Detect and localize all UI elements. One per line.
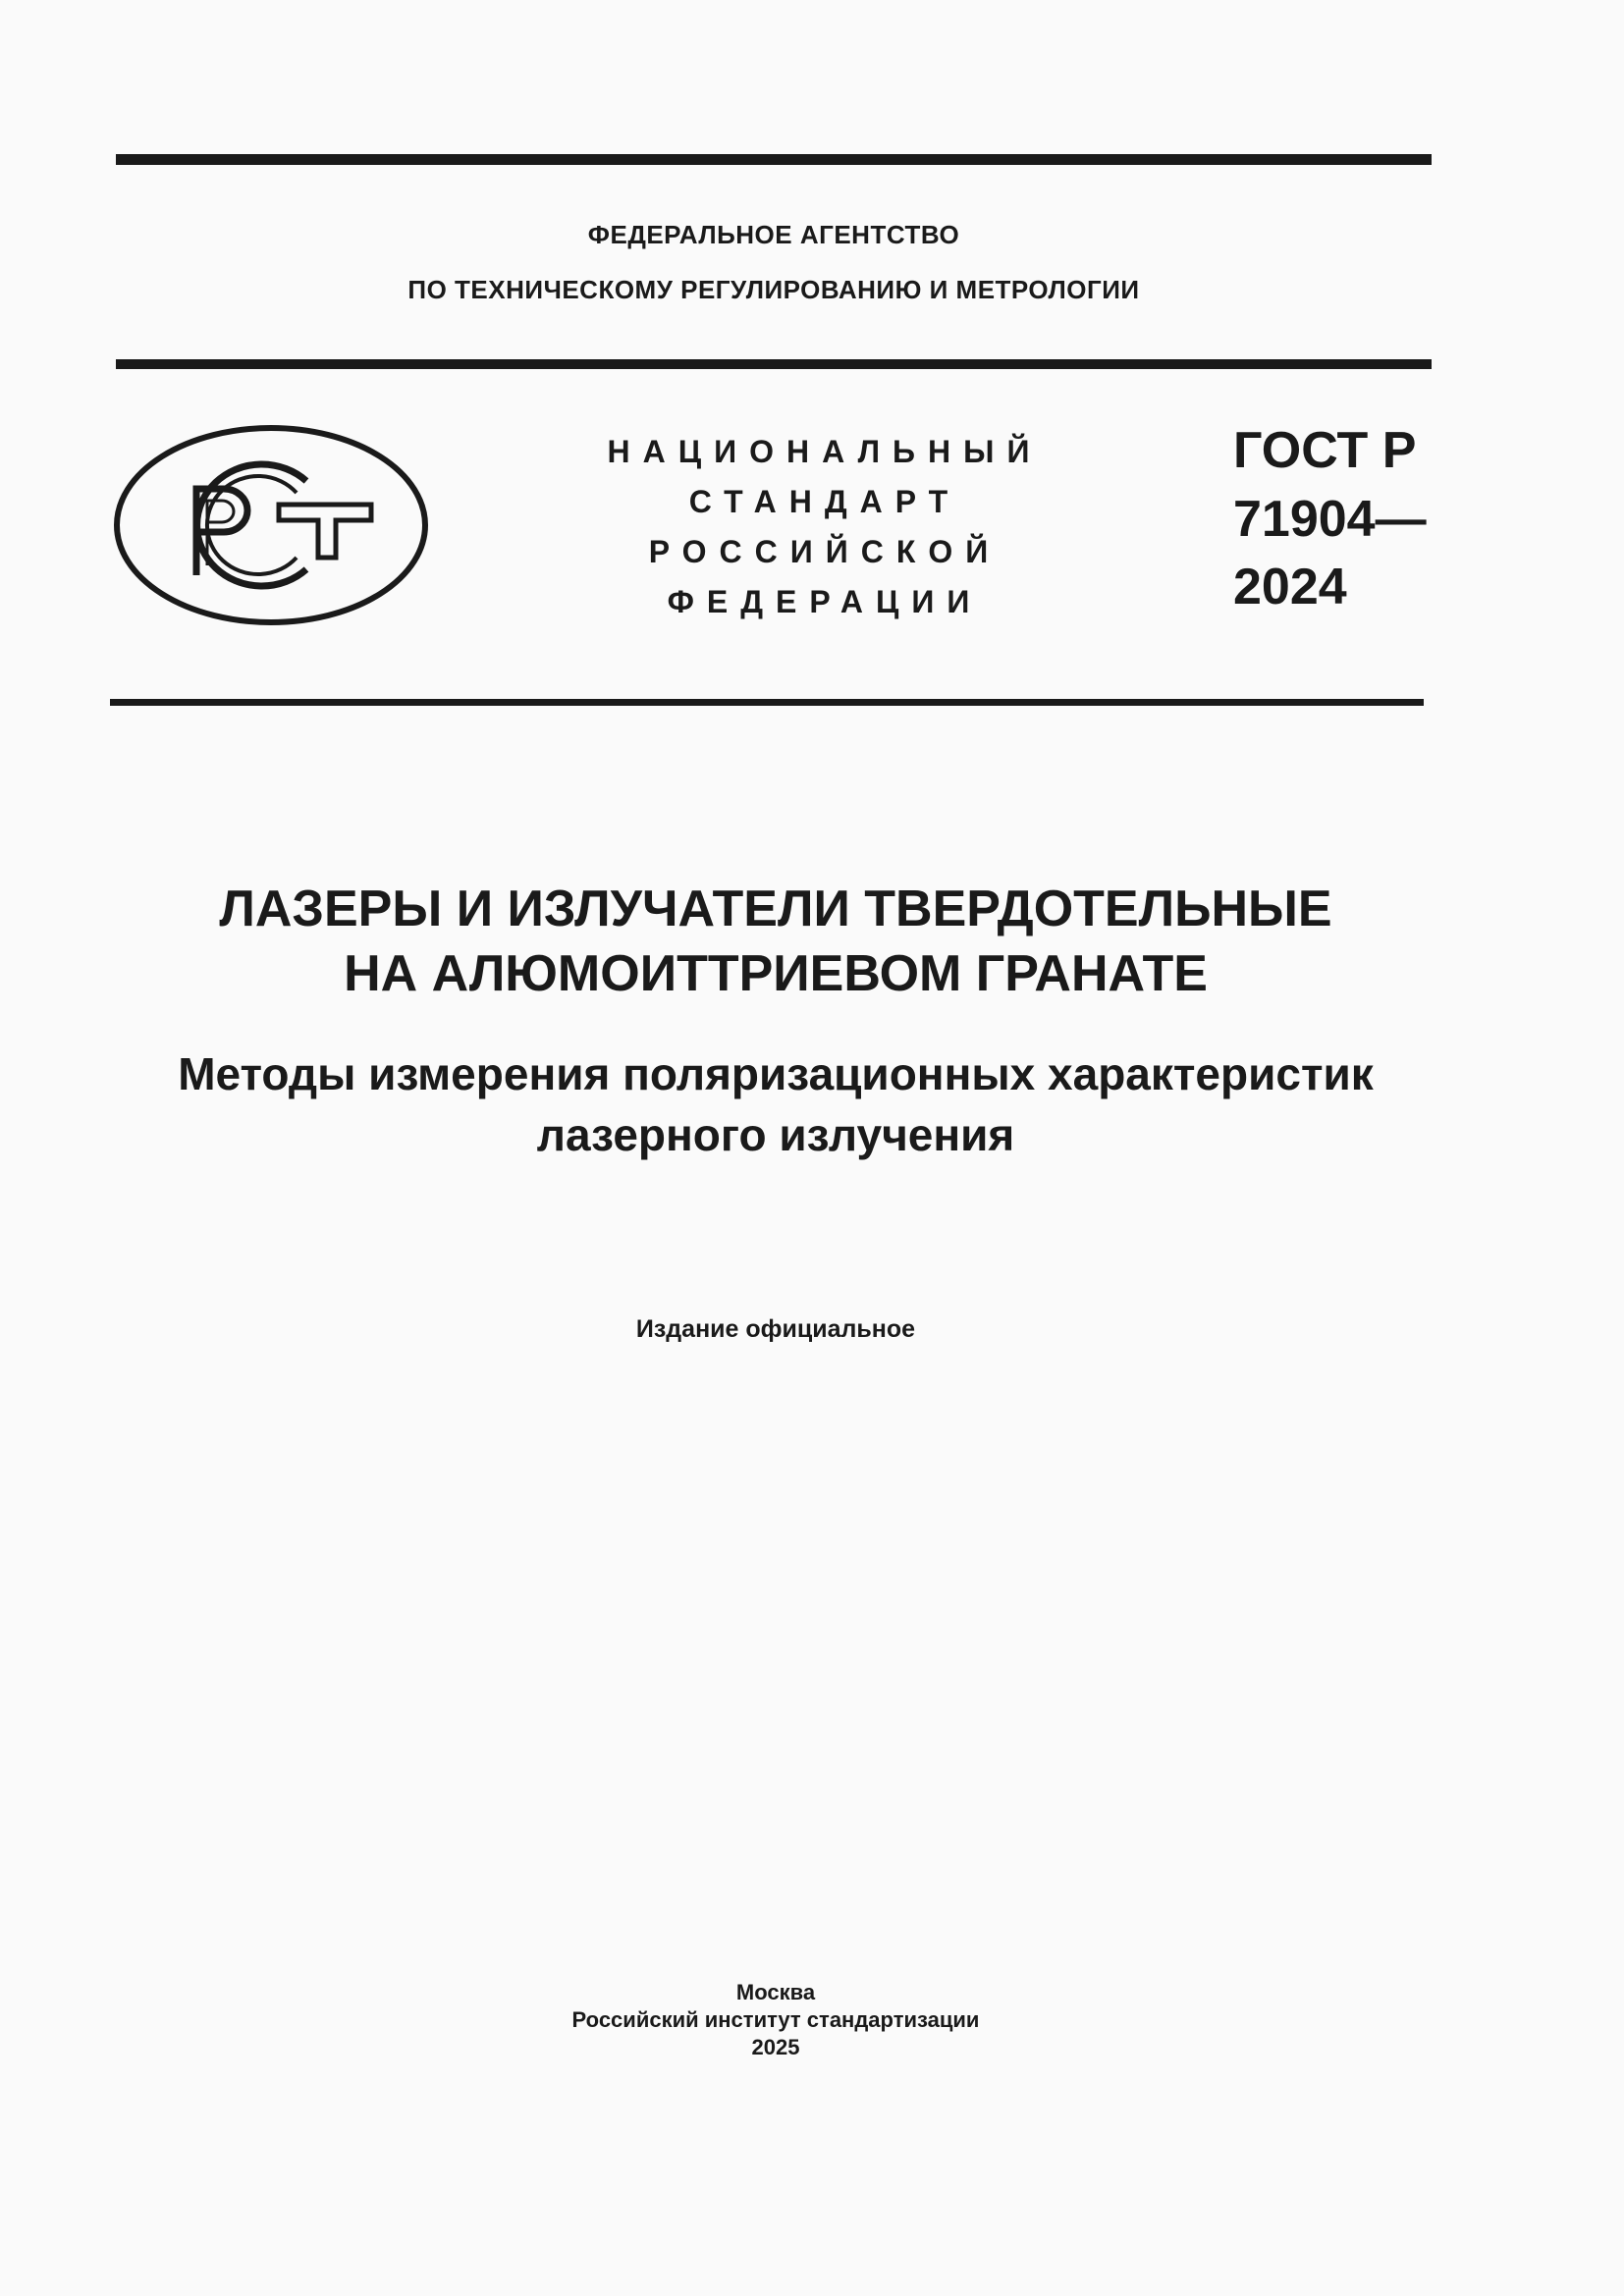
edition-label: Издание официальное bbox=[635, 1315, 916, 1343]
document-subtitle-line-2: лазерного излучения bbox=[536, 1109, 1015, 1160]
document-title-line-2: НА АЛЮМОИТТРИЕВОМ ГРАНАТЕ bbox=[344, 945, 1208, 1002]
middle-rule bbox=[116, 359, 1432, 369]
standard-designation-line-2: 71904— bbox=[1233, 491, 1427, 548]
imprint-publisher: Российский институт стандартизации bbox=[571, 2007, 980, 2032]
document-subtitle-line-1: Методы измерения поляризационных характеристик bbox=[178, 1048, 1374, 1099]
document-title-line-1: ЛАЗЕРЫ И ИЗЛУЧАТЕЛИ ТВЕРДОТЕЛЬНЫЕ bbox=[219, 881, 1332, 937]
top-rule bbox=[116, 154, 1432, 165]
rst-certification-mark-icon bbox=[114, 424, 428, 626]
national-standard-line-4: ФЕДЕРАЦИИ bbox=[667, 584, 983, 619]
standard-designation-line-1: ГОСТ Р bbox=[1233, 422, 1417, 479]
imprint-city: Москва bbox=[735, 1980, 816, 2004]
national-standard-line-2: СТАНДАРТ bbox=[688, 484, 961, 519]
agency-name-line-1: ФЕДЕРАЛЬНОЕ АГЕНТСТВО bbox=[587, 220, 960, 249]
imprint-year: 2025 bbox=[751, 2035, 800, 2059]
bottom-rule bbox=[110, 699, 1424, 706]
agency-name-line-2: ПО ТЕХНИЧЕСКОМУ РЕГУЛИРОВАНИЮ И МЕТРОЛОГИИ bbox=[407, 275, 1140, 304]
national-standard-line-1: НАЦИОНАЛЬНЫЙ bbox=[607, 434, 1043, 469]
standard-designation-line-3: 2024 bbox=[1233, 559, 1347, 615]
national-standard-line-3: РОССИЙСКОЙ bbox=[648, 534, 1001, 569]
